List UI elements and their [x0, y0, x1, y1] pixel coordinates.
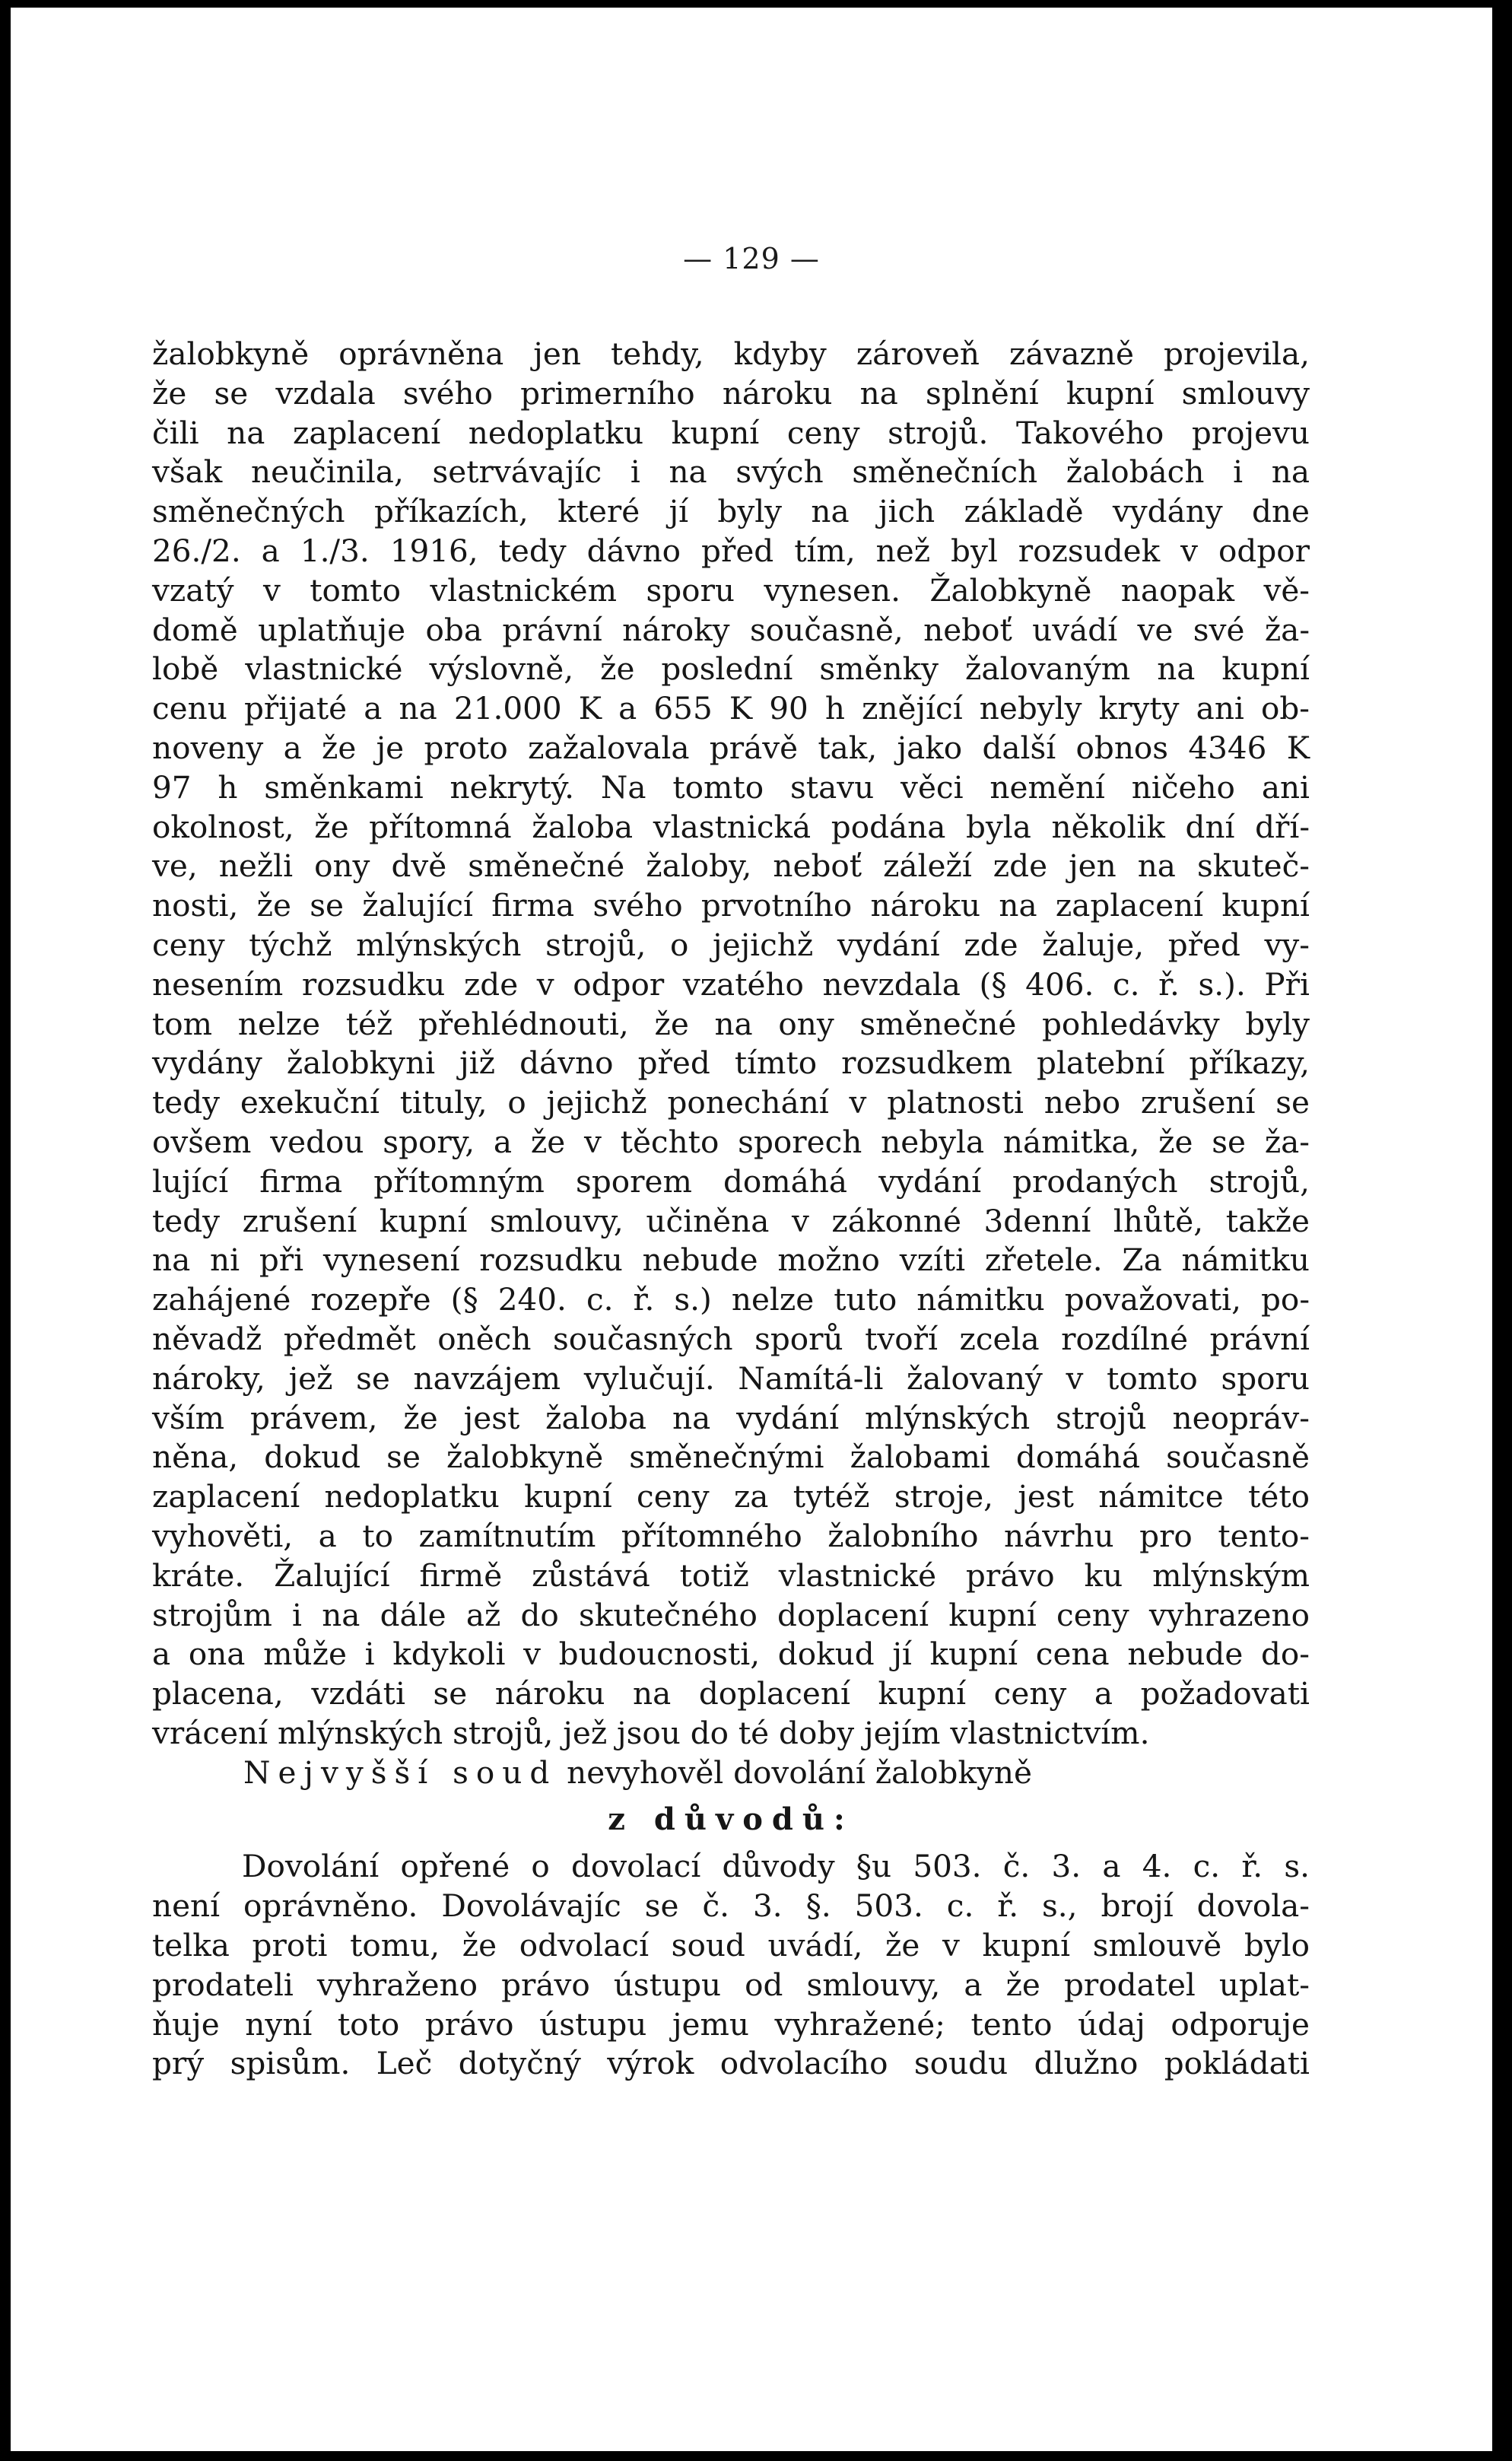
text-line: okolnost, že přítomná žaloba vlastnická podána byla několik dní dří-	[152, 808, 1310, 845]
reasons-heading: z důvodů:	[608, 1801, 854, 1838]
text-line: zahájené rozepře (§ 240. c. ř. s.) nelze tuto námitku považovati, po-	[152, 1281, 1310, 1318]
text-line: a ona může i kdykoli v budoucnosti, dokud jí kupní cena nebude do-	[152, 1636, 1310, 1673]
text-line: něvadž předmět oněch současných sporů tvoří zcela rozdílné právní	[152, 1320, 1310, 1357]
text-line: lující firma přítomným sporem domáhá vydání prodaných strojů,	[152, 1162, 1310, 1200]
decision-text: nevyhověl dovolání žalobkyně	[567, 1754, 1032, 1791]
decision-line	[152, 1754, 1310, 1793]
text-line: vyhověti, a to zamítnutím přítomného žalobního návrhu pro tento-	[152, 1517, 1310, 1554]
text-line: vrácení mlýnských strojů, jež jsou do té doby jejím vlastnictvím.	[152, 1714, 1150, 1751]
text-line: nároky, jež se navzájem vylučují. Namítá-li žalovaný v tomto sporu	[152, 1359, 1310, 1397]
text-line: ceny týchž mlýnských strojů, o jejichž vydání zde žaluje, před vy-	[152, 926, 1310, 963]
text-line: Dovolání opřené o dovolací důvody §u 503. č. 3. a 4. c. ř. s.	[242, 1848, 1310, 1885]
page-number: — 129 —	[683, 242, 820, 275]
text-line: strojům i na dále až do skutečného doplacení kupní ceny vyhrazeno	[152, 1596, 1310, 1633]
text-line: nesením rozsudku zde v odpor vzatého nevzdala (§ 406. c. ř. s.). Při	[152, 965, 1310, 1003]
text-line: placena, vzdáti se nároku na doplacení kupní ceny a požadovati	[152, 1675, 1310, 1712]
text-line: žalobkyně oprávněna jen tehdy, kdyby zároveň závazně projevila,	[152, 335, 1310, 372]
text-line: tedy zrušení kupní smlouvy, učiněna v zákonné 3denní lhůtě, takže	[152, 1202, 1310, 1239]
text-line: 97 h směnkami nekrytý. Na tomto stavu věci nemění ničeho ani	[152, 768, 1310, 806]
text-line: směnečných příkazích, které jí byly na jich základě vydány dne	[152, 493, 1310, 530]
text-line: cenu přijaté a na 21.000 K a 655 K 90 h znějící nebyly kryty ani ob-	[152, 690, 1310, 727]
text-line: tedy exekuční tituly, o jejichž ponechání v platnosti nebo zrušení se	[152, 1084, 1310, 1121]
text-line: ovšem vedou spory, a že v těchto sporech nebyla námitka, že se ža-	[152, 1123, 1310, 1160]
text-line: vším právem, že jest žaloba na vydání mlýnských strojů neopráv-	[152, 1399, 1310, 1436]
body-text	[152, 335, 1310, 2084]
text-line: telka proti tomu, že odvolací soud uvádí, že v kupní smlouvě bylo	[152, 1927, 1310, 1964]
text-line: vydány žalobkyni již dávno před tímto rozsudkem platební příkazy,	[152, 1044, 1310, 1082]
text-line: prý spisům. Leč dotyčný výrok odvolacího soudu dlužno pokládati	[152, 2045, 1310, 2082]
paragraph-2	[152, 1847, 1310, 2084]
text-line: nosti, že se žalující firma svého prvotního nároku na zaplacení kupní	[152, 887, 1310, 924]
text-line: něna, dokud se žalobkyně směnečnými žalobami domáhá současně	[152, 1439, 1310, 1476]
text-line: však neučinila, setrvávajíc i na svých směnečních žalobách i na	[152, 453, 1310, 491]
text-line: domě uplatňuje oba právní nároky současně, neboť uvádí ve své ža-	[152, 611, 1310, 648]
text-line: lobě vlastnické výslovně, že poslední směnky žalovaným na kupní	[152, 650, 1310, 688]
text-line: ňuje nyní toto právo ústupu jemu vyhražené; tento údaj odporuje	[152, 2005, 1310, 2043]
paragraph-1	[152, 335, 1310, 1754]
text-line: prodateli vyhraženo právo ústupu od smlouvy, a že prodatel uplat-	[152, 1966, 1310, 2003]
text-line: vzatý v tomto vlastnickém sporu vynesen. Žalobkyně naopak vě-	[152, 571, 1310, 609]
court-name: Nejvyšší soud	[243, 1754, 557, 1791]
text-line: kráte. Žalující firmě zůstává totiž vlastnické právo ku mlýnským	[152, 1556, 1310, 1594]
text-line: 26./2. a 1./3. 1916, tedy dávno před tím, než byl rozsudek v odpor	[152, 532, 1310, 569]
document-page	[11, 8, 1492, 2451]
text-line: zaplacení nedoplatku kupní ceny za tytéž stroje, jest námitce této	[152, 1478, 1310, 1515]
text-line: že se vzdala svého primerního nároku na splnění kupní smlouvy	[152, 374, 1310, 412]
text-line: ve, nežli ony dvě směnečné žaloby, neboť záleží zde jen na skuteč-	[152, 847, 1310, 885]
text-line: tom nelze též přehlédnouti, že na ony směnečné pohledávky byly	[152, 1005, 1310, 1042]
text-line: není oprávněno. Dovolávajíc se č. 3. §. 503. c. ř. s., brojí dovola-	[152, 1887, 1310, 1925]
text-line: noveny a že je proto zažalovala právě tak, jako další obnos 4346 K	[152, 729, 1310, 766]
text-line: čili na zaplacení nedoplatku kupní ceny strojů. Takového projevu	[152, 414, 1310, 451]
text-line: na ni při vynesení rozsudku nebude možno vzíti zřetele. Za námitku	[152, 1242, 1310, 1279]
